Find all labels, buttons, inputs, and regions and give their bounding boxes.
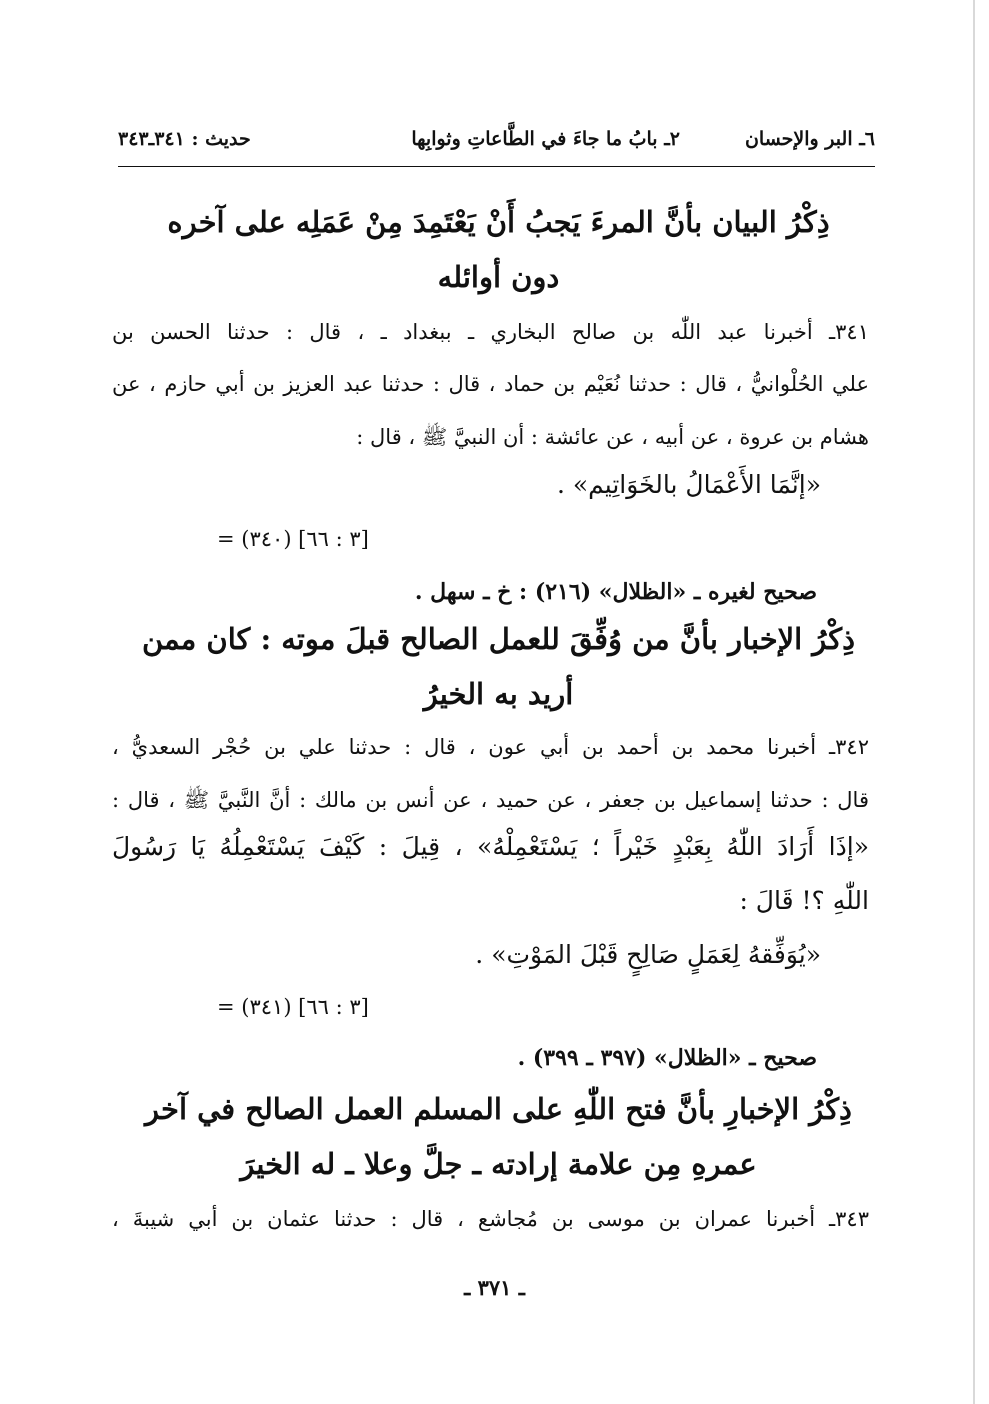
section1-heading-line1: ذِكْرُ البيان بأنَّ المرءَ يَجبُ أَنْ يَعْتَمِدَ مِنْ عَمَلِه على آخره [167, 205, 830, 239]
header-chapter-title: ٢ـ بابُ ما جاءَ في الطَّاعاتِ وثوابِها [411, 128, 680, 150]
hadith-342-text-line3: «يُوَفِّقهُ لِعَمَلٍ صَالِحٍ قَبْلَ المَوْتِ» . [475, 940, 821, 969]
scan-edge-line [973, 0, 975, 1404]
section1-heading-line2: دون أوائله [437, 260, 560, 294]
header-divider [118, 166, 875, 167]
header-book-title: ٦ـ البر والإحسان [744, 128, 875, 150]
section2-heading-line1: ذِكْرُ الإخبار بأنَّ من وُفِّقَ للعمل الصالح قبلَ موته : كان ممن [141, 622, 856, 656]
hadith-341-line2: علي الحُلْوانيُّ ، قال : حدثنا نُعَيْم بن حماد ، قال : حدثنا عبد العزيز بن أبي حازم ، عن [112, 372, 869, 396]
section3-heading-line1: ذِكْرُ الإخبارِ بأنَّ فتح اللّٰهِ على المسلم العمل الصالح في آخر [145, 1092, 852, 1126]
hadith-343-line1: ٣٤٣ـ أخبرنا عمران بن موسى بن مُجاشع ، قال : حدثنا عثمان بن أبي شيبةَ ، [112, 1207, 869, 1231]
hadith-342-line1: ٣٤٢ـ أخبرنا محمد بن أحمد بن أبي عون ، قال : حدثنا علي بن حُجْر السعديُّ ، [112, 735, 869, 759]
section2-heading-line2: أريد به الخيرُ [423, 677, 574, 711]
hadith-341-line3: هشام بن عروة ، عن أبيه ، عن عائشة : أن النبيَّ ﷺ ، قال : [356, 425, 869, 449]
header-hadith-range: حديث : ٣٤١ـ٣٤٣ [118, 128, 251, 150]
hadith-342-grade: صحيح ـ «الظلال» (٣٩٧ ـ ٣٩٩) . [517, 1045, 817, 1071]
page-number: ـ ٣٧١ ـ [464, 1275, 525, 1300]
running-header [118, 124, 875, 154]
section3-heading-line2: عمرهِ مِن علامة إرادته ـ جلَّ وعلا ـ له الخيرَ [240, 1147, 757, 1181]
hadith-341-line1: ٣٤١ـ أخبرنا عبد اللّٰه بن صالح البخاري ـ ببغداد ـ ، قال : حدثنا الحسن بن [112, 320, 869, 344]
hadith-342-reference: = (٣٤١) [٣ : ٦٦] [217, 995, 369, 1019]
hadith-342-line2: قال : حدثنا إسماعيل بن جعفر ، عن حميد ، عن أنس بن مالك : أنَّ النَّبيَّ ﷺ ، قال : [112, 788, 869, 812]
hadith-341-reference: = (٣٤٠) [٣ : ٦٦] [217, 527, 369, 551]
hadith-342-text-line2: اللّٰهِ ؟! قَالَ : [739, 886, 869, 915]
hadith-341-text: «إنَّمَا الأَعْمَالُ بالخَوَاتِيم» . [556, 470, 821, 499]
hadith-341-grade: صحيح لغيره ـ «الظلال» (٢١٦) : خ ـ سهل . [414, 579, 817, 605]
hadith-342-text-line1: «إذَا أَرَادَ اللّٰهُ بِعَبْدٍ خَيْراً ؛ يَسْتَعْمِلْهُ» ، قِيلَ : كَيْفَ يَسْتَعْمِلُهُ يَا رَسُولَ [112, 832, 869, 861]
